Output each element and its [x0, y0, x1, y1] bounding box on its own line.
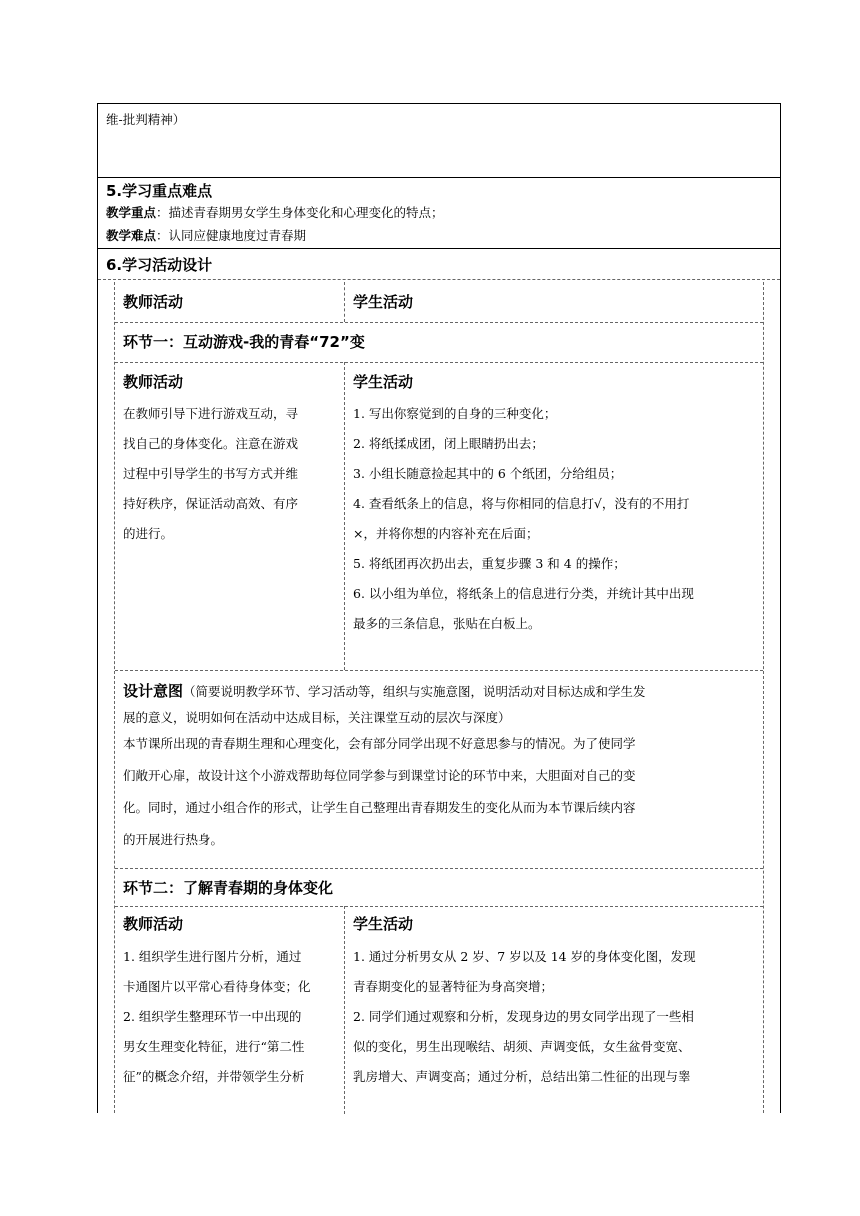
design-intent-body: [123, 728, 636, 856]
text-line: 乳房增大、声调变高；通过分析，总结出第二性征的出现与睾: [353, 1069, 691, 1084]
stage2-student-head: 学生活动: [353, 915, 414, 933]
text-line: 们敞开心扉，故设计这个小游戏帮助每位同学参与到课堂讨论的环节中来，大胆面对自己的变: [123, 768, 636, 783]
stage1-student-head: 学生活动: [353, 373, 414, 391]
stage2-title: 环节二：了解青春期的身体变化: [123, 879, 334, 897]
stage2-teacher-text: [123, 942, 311, 1092]
activity-table: [114, 282, 764, 1113]
text-line: 5. 将纸团再次扔出去，重复步骤 3 和 4 的操作；: [353, 556, 626, 571]
text-line: 1. 组织学生进行图片分析，通过: [123, 949, 302, 964]
divider: [98, 248, 780, 249]
text-line: 过程中引导学生的书写方式并维: [123, 466, 299, 481]
text-line: 1. 通过分析男女从 2 岁、7 岁以及 14 岁的身体变化图，发现: [353, 949, 696, 964]
text-line: 2. 将纸揉成团，闭上眼睛扔出去；: [353, 436, 544, 451]
text-line: ×，并将你想的内容补充在后面；: [353, 526, 539, 541]
text-line: 持好秩序，保证活动高效、有序: [123, 496, 299, 511]
design-intent-note: （简要说明教学环节、学习活动等，组织与实施意图，说明活动对目标达成和学生发: [183, 684, 646, 699]
key-point-label: 教学重点: [106, 205, 157, 220]
text-line: 4. 查看纸条上的信息，将与你相同的信息打√，没有的不用打: [353, 496, 690, 511]
text-line: 卡通图片以平常心看待身体变；化: [123, 979, 311, 994]
text-line: 找自己的身体变化。注意在游戏: [123, 436, 299, 451]
column-divider: [344, 906, 345, 1114]
text-line: 1. 写出你察觉到的自身的三种变化；: [353, 406, 557, 421]
text-line: 的进行。: [123, 526, 174, 541]
row-divider: [115, 906, 763, 907]
design-intent: [123, 678, 646, 731]
design-intent-note: 展的意义，说明如何在活动中达成目标，关注课堂互动的层次与深度）: [123, 710, 511, 725]
design-intent-title: 设计意图: [123, 682, 184, 700]
stage1-student-text: [353, 399, 694, 639]
text-line: 2. 同学们通过观察和分析，发现身边的男女同学出现了一些相: [353, 1009, 694, 1024]
text-line: 化。同时，通过小组合作的形式，让学生自己整理出青春期发生的变化从而为本节课后续内容: [123, 800, 636, 815]
row-divider: [115, 362, 763, 363]
key-point-text: ：描述青春期男女学生身体变化和心理变化的特点；: [156, 205, 444, 220]
stage1-title: 环节一：互动游戏-我的青春“72”变: [123, 333, 365, 351]
divider: [98, 279, 780, 280]
header-teacher: 教师活动: [123, 293, 184, 311]
section5-title: 5.学习重点难点: [106, 182, 213, 200]
text-line: 2. 组织学生整理环节一中出现的: [123, 1009, 302, 1024]
text-line: 似的变化，男生出现喉结、胡须、声调变低，女生盆骨变宽、: [353, 1039, 691, 1054]
section6-title: 6.学习活动设计: [106, 256, 213, 274]
text-line: 青春期变化的显著特征为身高突增；: [353, 979, 554, 994]
difficulty-line: [106, 226, 306, 244]
difficulty-text: ：认同应健康地度过青春期: [156, 228, 307, 243]
lesson-plan-table: [97, 103, 781, 1113]
text-line: 男女生理变化特征，进行“第二性: [123, 1039, 305, 1054]
text-line: 3. 小组长随意捡起其中的 6 个纸团，分给组员；: [353, 466, 623, 481]
stage2-student-text: [353, 942, 696, 1092]
text-line: 本节课所出现的青春期生理和心理变化，会有部分同学出现不好意思参与的情况。为了使同学: [123, 736, 636, 751]
divider: [98, 177, 780, 178]
header-student: 学生活动: [353, 293, 414, 311]
stage1-teacher-head: 教师活动: [123, 373, 184, 391]
row-divider: [115, 868, 763, 869]
difficulty-label: 教学难点: [106, 228, 157, 243]
text-line: 在教师引导下进行游戏互动，寻: [123, 406, 299, 421]
stage1-teacher-text: [123, 399, 298, 549]
row-divider: [115, 670, 763, 671]
key-point-line: [106, 203, 444, 221]
text-line: 最多的三条信息，张贴在白板上。: [353, 616, 541, 631]
column-divider: [344, 362, 345, 670]
text-line: 征”的概念介绍，并带领学生分析: [123, 1069, 305, 1084]
stage2-teacher-head: 教师活动: [123, 915, 184, 933]
row-divider: [115, 322, 763, 323]
text-line: 6. 以小组为单位，将纸条上的信息进行分类，并统计其中出现: [353, 586, 694, 601]
column-divider: [344, 282, 345, 322]
text-line: 的开展进行热身。: [123, 832, 224, 847]
carryover-text: 维-批判精神）: [106, 112, 186, 127]
